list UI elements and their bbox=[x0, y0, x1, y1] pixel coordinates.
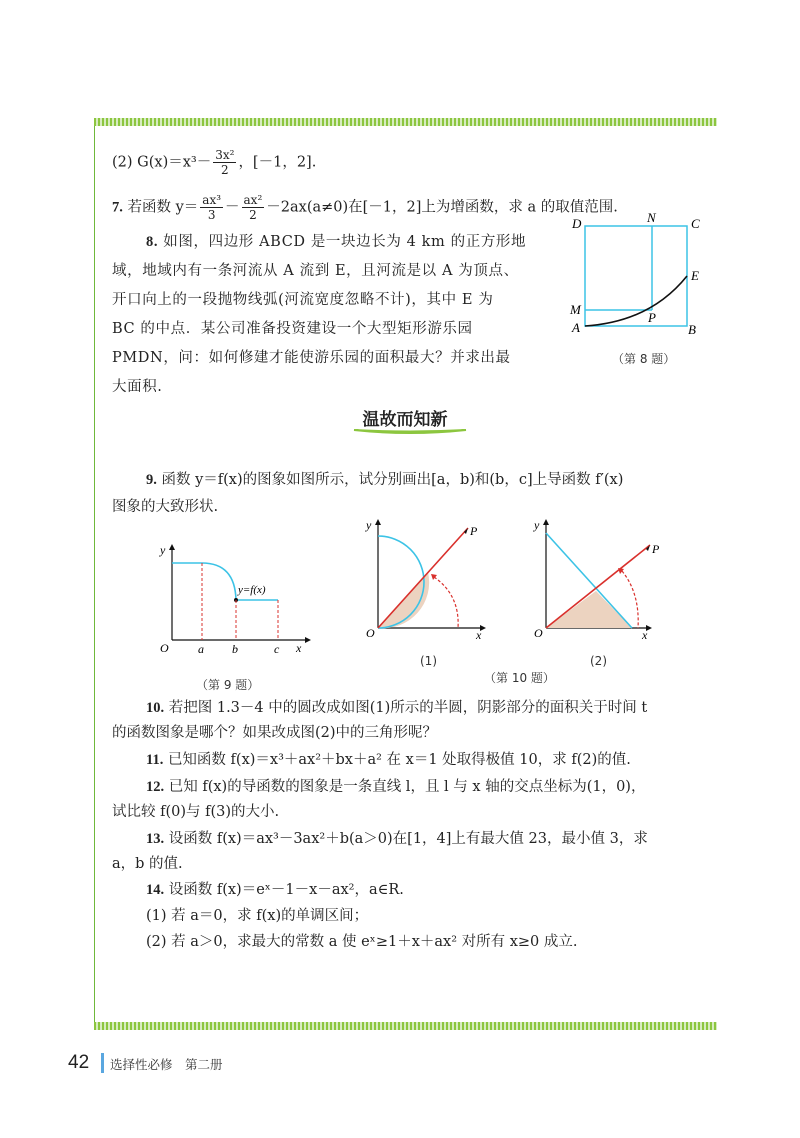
figure-10-2 bbox=[528, 515, 668, 645]
problem-10-line-2: 的函数图象是哪个？如果改成图(2)中的三角形呢？ bbox=[112, 725, 438, 741]
book-title: 选择性必修 第二册 bbox=[110, 1057, 223, 1072]
section-title: 温故而知新 bbox=[362, 410, 448, 430]
label-m: M bbox=[570, 302, 581, 317]
label-o: O bbox=[534, 626, 543, 640]
figure-10-caption: （第 10 题） bbox=[484, 671, 555, 685]
label-o: O bbox=[160, 641, 169, 655]
problem-11: 11. 已知函数 f(x)＝x³＋ax²＋bx＋a² 在 x＝1 处取得极值 10，求 f(2)的值. bbox=[146, 752, 631, 768]
problem-13-line-2: a，b 的值. bbox=[112, 856, 183, 872]
label-y: y bbox=[534, 518, 540, 532]
problem-14-part-2: (2) 若 a＞0，求最大的常数 a 使 eˣ≥1＋x＋ax² 对所有 x≥0 成立. bbox=[146, 934, 578, 950]
figure-8-caption: （第 8 题） bbox=[612, 352, 676, 366]
problem-9-line-2: 图象的大致形状. bbox=[112, 499, 219, 515]
label-y: y bbox=[366, 518, 372, 532]
figure-9-caption: （第 9 题） bbox=[196, 678, 260, 692]
label-b: b bbox=[232, 642, 238, 656]
ray-op bbox=[378, 528, 468, 628]
label-a: a bbox=[198, 642, 204, 656]
river-parabola bbox=[585, 276, 687, 326]
top-stripe bbox=[94, 118, 717, 126]
figure-10-sub-1: (1) bbox=[420, 654, 437, 668]
page-divider-bar bbox=[101, 1053, 104, 1073]
fraction: $\frac{\text{3x²}}{2}$ bbox=[215, 148, 235, 177]
bottom-stripe bbox=[94, 1022, 717, 1030]
problem-9: 9. 函数 y＝f(x)的图象如图所示，试分别画出[a，b)和(b，c]上导函数 f′(x) bbox=[146, 472, 624, 488]
problem-10: 10. 若把图 1.3－4 中的圆改成如图(1)所示的半圆，阴影部分的面积关于时间 t bbox=[146, 700, 648, 716]
figure-9 bbox=[150, 540, 320, 660]
label-p: P bbox=[648, 310, 656, 325]
label-b: B bbox=[688, 322, 696, 337]
label-e: E bbox=[691, 268, 699, 283]
label-x: x bbox=[476, 628, 482, 642]
figure-10-sub-2: (2) bbox=[590, 654, 607, 668]
fraction: $\frac{\text{ax³}}{3}$ bbox=[202, 193, 222, 222]
label-n: N bbox=[647, 210, 656, 225]
label-c: C bbox=[691, 216, 700, 231]
problem-14: 14. 设函数 f(x)＝eˣ－1－x－ax²，a∈R. bbox=[146, 882, 404, 898]
problem-12-line-2: 试比较 f(0)与 f(3)的大小. bbox=[112, 804, 280, 820]
label-x: x bbox=[642, 628, 648, 642]
label-c: c bbox=[274, 642, 280, 656]
label-x: x bbox=[296, 641, 302, 655]
fraction: $\frac{\text{ax²}}{2}$ bbox=[243, 193, 263, 222]
label-p: P bbox=[470, 524, 478, 538]
square-abcd bbox=[585, 226, 687, 326]
shaded-region bbox=[546, 591, 632, 628]
label-fx: y=f(x) bbox=[238, 584, 266, 596]
label-o: O bbox=[366, 626, 375, 640]
page-number: 42 bbox=[68, 1052, 90, 1073]
problem-7: 7. 若函数 y＝ $\frac{\text{ax³}}{3}$ － $\frac{\text{ax²}}{2}$ －2ax(a≠0)在[－1，2]上为增函数，求 a 的取值范围. bbox=[112, 193, 618, 222]
label-p: P bbox=[652, 542, 660, 556]
label-d: D bbox=[572, 216, 582, 231]
figure-10-1 bbox=[360, 515, 490, 645]
label-a: A bbox=[572, 320, 580, 335]
figure-8 bbox=[560, 210, 710, 340]
problem-12: 12. 已知 f(x)的导函数的图象是一条直线 l，且 l 与 x 轴的交点坐标为(1，0)， bbox=[146, 779, 646, 795]
problem-8: 8. 如图，四边形 ABCD 是一块边长为 4 km 的正方形地 域，地域内有一条河流从 A 流到 E，且河流是以 A 为顶点、 开口向上的一段抛物线弧(河流宽度忽略不计)，其中 E 为 BC 的中点．某公司准备投资建设一个大型矩形游乐园 PMDN，问：如何修建才能使游乐园的面积最大？并求出最 大面积. bbox=[112, 234, 527, 395]
problem-6-part-2: (2) G(x)＝x³－ $\frac{\text{3x²}}{2}$ ，[－1，2]. bbox=[112, 148, 317, 177]
problem-13: 13. 设函数 f(x)＝ax³－3ax²＋b(a＞0)在[1，4]上有最大值 23，最小值 3，求 bbox=[146, 831, 648, 847]
label-y: y bbox=[160, 543, 166, 557]
problem-14-part-1: (1) 若 a＝0，求 f(x)的单调区间； bbox=[146, 908, 369, 924]
